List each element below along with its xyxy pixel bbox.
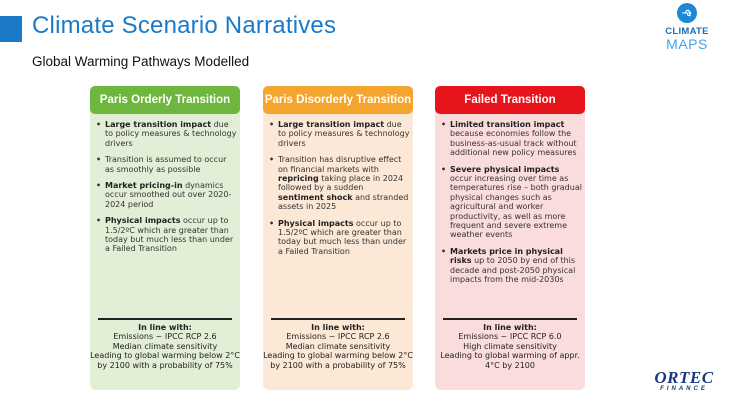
bullet-item: • Physical impacts occur up to 1.5/2ºC which are greater than today but much less than under a Failed Transition	[96, 216, 238, 254]
bullet-item: • Transition is assumed to occur as smoothly as possible	[96, 155, 238, 174]
scenario-header: Failed Transition	[435, 86, 585, 114]
scenario-bullets	[269, 120, 411, 263]
climate-maps-logo	[658, 3, 716, 61]
in-line-with-heading: In line with:	[138, 323, 192, 332]
bullet-item: • Market pricing-in dynamics occur smoothed out over 2020-2024 period	[96, 181, 238, 209]
scenario-card-orderly	[90, 86, 240, 390]
scenario-header: Paris Disorderly Transition	[263, 86, 413, 114]
in-line-with-block	[263, 323, 413, 370]
scenario-bullets	[96, 120, 238, 261]
bullet-item: • Transition has disruptive effect on financial markets with repricing taking place in 2024 followed by a sudden sentiment shock and stranded assets in 2025	[269, 155, 411, 211]
bullet-item: • Physical impacts occur up to 1.5/2ºC which are greater than today but much less than under a Failed Transition	[269, 219, 411, 257]
in-line-with-heading: In line with:	[311, 323, 365, 332]
scenario-card-disorderly	[263, 86, 413, 390]
bullet-item: • Markets price in physical risks up to 2050 by end of this decade and post-2050 physical impacts from the mid-2030s	[441, 247, 583, 285]
divider-line	[98, 318, 232, 320]
in-line-with-line: Median climate sensitivity	[285, 341, 391, 351]
bullet-item: • Limited transition impact because economies follow the business-as-usual track without additional new policy measures	[441, 120, 583, 158]
in-line-with-line: High climate sensitivity	[463, 341, 557, 351]
ortec-finance-logo	[653, 370, 715, 398]
logo-text-climate: CLIMATE	[665, 26, 709, 37]
in-line-with-block	[90, 323, 240, 370]
in-line-with-line: Emissions ~ IPCC RCP 2.6	[113, 332, 217, 342]
bullet-item: • Severe physical impacts occur increasing over time as temperatures rise – both gradual physical changes such as agricultural and worker productivity, as well as more frequent and severe extreme weather events	[441, 165, 583, 240]
usb-icon	[677, 3, 697, 23]
ortec-logo-subtext: FINANCE	[660, 386, 708, 392]
slide-title: Climate Scenario Narratives	[32, 12, 337, 39]
title-accent-bar	[0, 16, 22, 42]
ortec-logo-text: ORTEC	[654, 368, 714, 387]
in-line-with-line: Emissions ~ IPCC RCP 2.6	[286, 332, 390, 342]
bullet-item: • Large transition impact due to policy measures & technology drivers	[96, 120, 238, 148]
slide-subtitle: Global Warming Pathways Modelled	[32, 54, 250, 69]
scenario-header: Paris Orderly Transition	[90, 86, 240, 114]
in-line-with-line: Leading to global warming below 2°C by 2100 with a probability of 75%	[90, 351, 240, 370]
bullet-item: • Large transition impact due to policy measures & technology drivers	[269, 120, 411, 148]
in-line-with-line: Leading to global warming below 2°C by 2100 with a probability of 75%	[263, 351, 413, 370]
in-line-with-line: Leading to global warming of appr. 4°C by 2100	[440, 351, 580, 370]
in-line-with-block	[435, 323, 585, 370]
in-line-with-heading: In line with:	[483, 323, 537, 332]
divider-line	[443, 318, 577, 320]
scenario-card-failed	[435, 86, 585, 390]
logo-text-maps: MAPS	[666, 36, 708, 52]
scenario-bullets	[441, 120, 583, 292]
in-line-with-line: Median climate sensitivity	[112, 341, 218, 351]
divider-line	[271, 318, 405, 320]
in-line-with-line: Emissions ~ IPCC RCP 6.0	[458, 332, 562, 342]
